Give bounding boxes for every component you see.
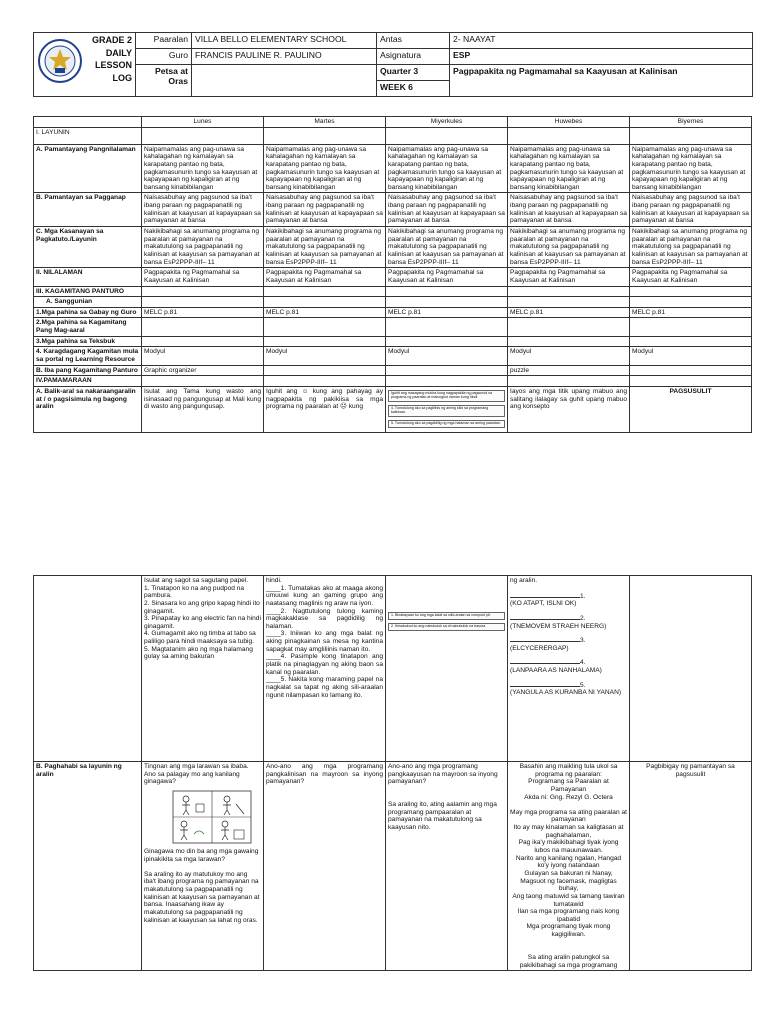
cell: Iayos ang mga titik upang mabuo ang salitang ilalagay sa guhit upang mabuo ang konsepto xyxy=(508,386,630,432)
day-header: Lunes xyxy=(142,117,264,128)
table-row xyxy=(34,307,752,318)
section-label: II. NILALAMAN xyxy=(34,268,142,286)
level-label: Antas xyxy=(377,33,450,49)
cell: Naipamamalas ang pag-unawa sa kahalagahan ng kamalayan sa karapatang pantao ng bata, pagkamasunurin tungo sa kaayusan at kapayapaan ng kapaligiran at ng bansang kinabibilangan xyxy=(508,144,630,193)
cell: Isulat ang sagot sa sagutang papel. 1. Tinatapon ko na ang pudpod na pambura. 2. Sinasara ko ang gripo kapag hindi ito ginagamit. 3. Pinapatay ko ang electric fan na hindi ginagamit. 4. Gumagamit ako ng timba at tabo sa paliligo para hindi maaksaya sa tubig. 5. Magtatanim ako ng mga halamang gulay sa aming bakuran xyxy=(142,576,264,762)
cell: Nakikibahagi sa anumang programa ng paaralan at pamayanan na makatutulong sa pagpapanatili ng kalinisan at kaayusan sa pamayanan at bansa EsP2PPP-IIIf– 11 xyxy=(386,227,508,268)
cell: hindi. ____1. Tumatakas ako at maaga akong umuuwi kung an gaming grupo ang naatasang maglinis ng araw na iyon. ____2. Nagttutulong tulong kaming magkakaklase sa pagdidilig ng halaman. ____3. Iniiwan ko ang mga balat ng aking pinagkainan sa mesa ng kantina sapagkat may amgliliinis naman ito. ____4. Pasimple kong tinatapon ang platik na pinaglagyan ng aking baon sa kanal ng paaralan. ____5. Nakita kong maraming papel na nagkalat sa tapat ng aking sili-araalan ngunit nilampasan ko lamang ito. xyxy=(264,576,386,762)
cell: Naipamamalas ang pag-unawa sa kahalagahan ng kamalayan sa karapatang pantao ng bata, pagkamasunurin tungo sa kaayusan at kapayapaan ng kapaligiran at ng bansang kinabibilangan xyxy=(142,144,264,193)
table-row xyxy=(34,318,752,336)
day-header: Martes xyxy=(264,117,386,128)
worksheet-card: 2. Ibinabukod ko ang nabubulok sa di nabubulok na basura. xyxy=(388,623,505,631)
table-row xyxy=(34,193,752,227)
scramble-hint: (ELCYCERERGAP) xyxy=(510,644,569,652)
cell: Pagpapakita ng Pagmamahal sa Kaayusan at Kalinisan xyxy=(142,268,264,286)
section-label: III. KAGAMITANG PANTURO xyxy=(34,286,142,297)
cell: Pagbibigay ng pamantayan sa pagsusulit xyxy=(630,762,752,971)
cell: Graphic organizer xyxy=(142,365,264,376)
row-label: 3.Mga pahina sa Teksbuk xyxy=(34,336,142,347)
answer-blank[interactable] xyxy=(510,635,580,642)
cell: Naisasabuhay ang pagsunod sa iba't ibang paraan ng pagpapanatili ng kalinisan at kaayusan at kapayapaan sa pamayanan at bansa xyxy=(630,193,752,227)
scramble-hint: (TNEMOVEM STRAEH NEERG) xyxy=(510,622,607,630)
quarter-value: Quarter 3 xyxy=(377,65,450,81)
scramble-item xyxy=(510,680,627,697)
cell: Modyul xyxy=(264,347,386,365)
cell xyxy=(508,336,630,347)
scramble-list xyxy=(510,591,627,697)
cell: Modyul xyxy=(142,347,264,365)
scramble-item xyxy=(510,635,627,652)
blank-corner xyxy=(34,117,142,128)
cell xyxy=(386,365,508,376)
cell: Nakikibahagi sa anumang programa ng paaralan at pamayanan na makatutulong sa pagpapanatili ng kalinisan at kaayusan sa pamayanan at bansa EsP2PPP-IIIf– 11 xyxy=(508,227,630,268)
row-label: C. Mga Kasanayan sa Pagkatuto./Layunin xyxy=(34,227,142,268)
section-row xyxy=(34,297,752,308)
cell: Pagpapakita ng Pagmamahal sa Kaayusan at Kalinisan xyxy=(386,268,508,286)
date-value xyxy=(192,65,377,97)
worksheet-card: 1. Binabayaan ko ang mga kalat sa silid-aralan sa compost pit. xyxy=(388,612,505,620)
day-header: Huwebes xyxy=(508,117,630,128)
table-row xyxy=(34,576,752,762)
week-value: WEEK 6 xyxy=(377,81,450,97)
cell xyxy=(630,336,752,347)
day-header: Miyerkules xyxy=(386,117,508,128)
row-label: B. Iba pang Kagamitang Panturo xyxy=(34,365,142,376)
scramble-item xyxy=(510,591,627,608)
subject-label: Asignatura xyxy=(377,49,450,65)
dll-table xyxy=(33,116,752,433)
cell: Naipamamalas ang pag-unawa sa kahalagahan ng kamalayan sa karapatang pantao ng bata, pagkamasunurin tungo sa kaayusan at kapayapaan ng kapaligiran at ng bansang kinabibilangan xyxy=(264,144,386,193)
item-number: 2. xyxy=(580,614,586,622)
cell: MELC p.81 xyxy=(142,307,264,318)
cell: Pagpapakita ng Pagmamahal sa Kaayusan at Kalinisan xyxy=(264,268,386,286)
cell-scramble xyxy=(508,576,630,762)
cell-cards xyxy=(386,386,508,432)
cell-bottom: Ginagawa mo din ba ang mga gawaing ipinakikita sa mga larawan? Sa araling ito ay matutukoy mo ang iba't ibang programa ng pamayanan na makatutulong sa pagpapanatili ng kalinisan at kaayusan sa pamayanan at bansa. Inaasahang ikaw ay makatutulong sa pagpapanatili ng kalinisan at kaayusan sa lahat ng oras. xyxy=(144,847,260,924)
cell: Naipamamalas ang pag-unawa sa kahalagahan ng kamalayan sa karapatang pantao ng bata, pagkamasunurin tungo sa kaayusan at kapayapaan ng kapaligiran at ng bansang kinabibilangan xyxy=(386,144,508,193)
cell: Ano-ano ang mga programang pangkaayusan na mayroon sa inyong pamayanan? Sa araling ito, ating aalamin ang mga programang pampaaralan at pamayanan na makatutulong sa kaayusan nito. xyxy=(386,762,508,971)
day-header-row xyxy=(34,117,752,128)
cell: Pagpapakita ng Pagmamahal sa Kaayusan at Kalinisan xyxy=(630,268,752,286)
section-label: I. LAYUNIN xyxy=(34,127,142,144)
cell: Basahin ang maikling tula ukol sa programa ng paaralan: Programang sa Paaralan at Pamayanan Akda ni: Gng. Rezyl G. Octera May mga programa sa ating paaralan at pamayanan Ito ay may kinalaman sa kaligtasan at paghahalaman, Pag ika'y makikibahagi tiyak iyong lubos na mauunawaan. Narito ang kanilang ngalan, Hangad ko'y iyong natandaan Gulayan sa bakuran ni Nanay, Magsuot ng facemask, magligtas buhay, Ang taong matuwid sa tamang tawiran tumatawid Ilan sa mga programang nais kong ipabatid Mga programang tiyak mong kagigiliwan. Sa ating aralin patungkol sa pakikibahagi sa mga programang xyxy=(508,762,630,971)
item-number: 3. xyxy=(580,637,586,645)
subject-value: ESP xyxy=(450,49,753,65)
cell xyxy=(630,318,752,336)
section-row xyxy=(34,376,752,387)
cell: Modyul xyxy=(508,347,630,365)
cell: Nakikibahagi sa anumang programa ng paaralan at pamayanan na makatutulong sa pagpapanatili ng kalinisan at kaayusan sa pamayanan at bansa EsP2PPP-IIIf– 11 xyxy=(264,227,386,268)
row-label: A. Balik-aral sa nakaraangaralin at / o pagsisimula ng bagong aralin xyxy=(34,386,142,432)
table-row xyxy=(34,347,752,365)
logo-cell xyxy=(34,33,86,97)
cell xyxy=(264,318,386,336)
scramble-item xyxy=(510,657,627,674)
cell: Naisasabuhay ang pagsunod sa iba't ibang paraan ng pagpapanatili ng kalinisan at kaayusan at kapayapaan sa pamayanan at bansa xyxy=(264,193,386,227)
scramble-item xyxy=(510,613,627,630)
cell: puzzle xyxy=(508,365,630,376)
worksheet-card: Iguhit ang masayang mukha kung nagpapakita ng pagsunod sa programa ng paaralan at malungkot naman kung hindi xyxy=(388,390,505,402)
deped-seal-icon xyxy=(37,38,83,84)
teacher-value: FRANCIS PAULINE R. PAULINO xyxy=(192,49,377,65)
cell-intro: ng aralin. xyxy=(510,577,538,584)
section-label: A. Sanggunian xyxy=(34,297,142,308)
item-number: 1. xyxy=(580,592,586,600)
cell xyxy=(630,365,752,376)
cell-cards xyxy=(386,576,508,762)
table-row xyxy=(34,762,752,971)
answer-blank[interactable] xyxy=(510,657,580,664)
cell: Naisasabuhay ang pagsunod sa iba't ibang paraan ng pagpapanatili ng kalinisan at kaayusan at kapayapaan sa pamayanan at bansa xyxy=(142,193,264,227)
scramble-hint: (KO ATAPT, ISLNI OK) xyxy=(510,600,577,608)
cell: Iguhit ang ☺ kung ang pahayag ay nagpapakita ng pakikiisa sa mga programa ng paaralan at ☹ kung xyxy=(264,386,386,432)
row-label: A. Pamantayang Pangnilalaman xyxy=(34,144,142,193)
cell: Naipamamalas ang pag-unawa sa kahalagahan ng kamalayan sa karapatang pantao ng bata, pagkamasunurin tungo sa kaayusan at kapayapaan ng kapaligiran at ng bansang kinabibilangan xyxy=(630,144,752,193)
worksheet-card: 5. Tumutulong ako sa pagdidilig ng mga halaman sa aming paaralan. xyxy=(388,420,505,428)
school-value: VILLA BELLO ELEMENTARY SCHOOL xyxy=(192,33,377,49)
school-label: Paaralan xyxy=(136,33,192,49)
grade-label: GRADE 2 xyxy=(91,35,132,45)
row-label: 4. Karagdagang Kagamitan mula sa portal ng Learning Resource xyxy=(34,347,142,365)
dll-label: DAILY LESSON LOG xyxy=(94,47,132,83)
cell: Isulat ang Tama kung wasto ang isinasaad ng pangungusap at Mali kung di wasto ang pangungusap. xyxy=(142,386,264,432)
cell xyxy=(264,365,386,376)
section-row xyxy=(34,127,752,144)
section-row xyxy=(34,286,752,297)
cell: MELC p.81 xyxy=(508,307,630,318)
cell: MELC p.81 xyxy=(630,307,752,318)
cell xyxy=(386,318,508,336)
scramble-hint: (YANGULA AS KURANBA NI YANAN) xyxy=(510,689,622,697)
row-label: B. Paghahabi sa layunin ng aralin xyxy=(34,762,142,971)
cell: PAGSUSULIT xyxy=(630,386,752,432)
table-row xyxy=(34,268,752,286)
cell: MELC p.81 xyxy=(264,307,386,318)
answer-blank[interactable] xyxy=(510,613,580,620)
cell xyxy=(264,336,386,347)
cell-top: Tingnan ang mga larawan sa ibaba. Ano sa palagay mo ang kanilang ginagawa? xyxy=(144,763,249,786)
cell: Nakikibahagi sa anumang programa ng paaralan at pamayanan na makatutulong sa pagpapanatili ng kalinisan at kaayusan sa pamayanan at bansa EsP2PPP-IIIf– 11 xyxy=(142,227,264,268)
cell: Modyul xyxy=(386,347,508,365)
day-header: Biyernes xyxy=(630,117,752,128)
date-label: Petsa at Oras xyxy=(136,65,192,97)
cell xyxy=(142,762,264,971)
cell xyxy=(508,318,630,336)
cell xyxy=(142,318,264,336)
table-row xyxy=(34,227,752,268)
item-number: 5. xyxy=(580,681,586,689)
cell: Pagpapakita ng Pagmamahal sa Kaayusan at Kalinisan xyxy=(508,268,630,286)
cell: Naisasabuhay ang pagsunod sa iba't ibang paraan ng pagpapanatili ng kalinisan at kaayusan at kapayapaan sa pamayanan at bansa xyxy=(386,193,508,227)
table-row xyxy=(34,365,752,376)
row-label: B. Pamantayan sa Pagganap xyxy=(34,193,142,227)
topic-value: Pagpapakita ng Pagmamahal sa Kaayusan at Kalinisan xyxy=(450,65,753,97)
scramble-hint: (LANPAARA AS NANHALAMA) xyxy=(510,667,602,675)
cell: Modyul xyxy=(630,347,752,365)
item-number: 4. xyxy=(580,659,586,667)
section-label: IV.PAMAMARAAN xyxy=(34,376,142,387)
cell: MELC p.81 xyxy=(386,307,508,318)
table-row xyxy=(34,144,752,193)
answer-blank[interactable] xyxy=(510,591,580,598)
table-row xyxy=(34,336,752,347)
cell xyxy=(386,336,508,347)
cell xyxy=(142,336,264,347)
worksheet-card: 4. Tumutulong ako sa paglilinis ng aming silid sa programang kalinisan. xyxy=(388,405,505,417)
grade-cell xyxy=(86,33,136,97)
table-row xyxy=(34,386,752,432)
people-cleaning-illustration xyxy=(172,790,252,844)
cell: Nakikibahagi sa anumang programa ng paaralan at pamayanan na makatutulong sa pagpapanatili ng kalinisan at kaayusan sa pamayanan at bansa EsP2PPP-IIIf– 11 xyxy=(630,227,752,268)
answer-blank[interactable] xyxy=(510,680,580,687)
dll-header xyxy=(33,32,753,97)
level-value: 2- NAAYAT xyxy=(450,33,753,49)
dll-table-page2 xyxy=(33,575,752,971)
cell: Naisasabuhay ang pagsunod sa iba't ibang paraan ng pagpapanatili ng kalinisan at kaayusan at kapayapaan sa pamayanan at bansa xyxy=(508,193,630,227)
cell: Ano-ano ang mga programang pangkalinisan na mayroon sa inyong pamayanan? xyxy=(264,762,386,971)
row-label: 1.Mga pahina sa Gabay ng Guro xyxy=(34,307,142,318)
teacher-label: Guro xyxy=(136,49,192,65)
row-label: 2.Mga pahina sa Kagamitang Pang Mag-aaral xyxy=(34,318,142,336)
